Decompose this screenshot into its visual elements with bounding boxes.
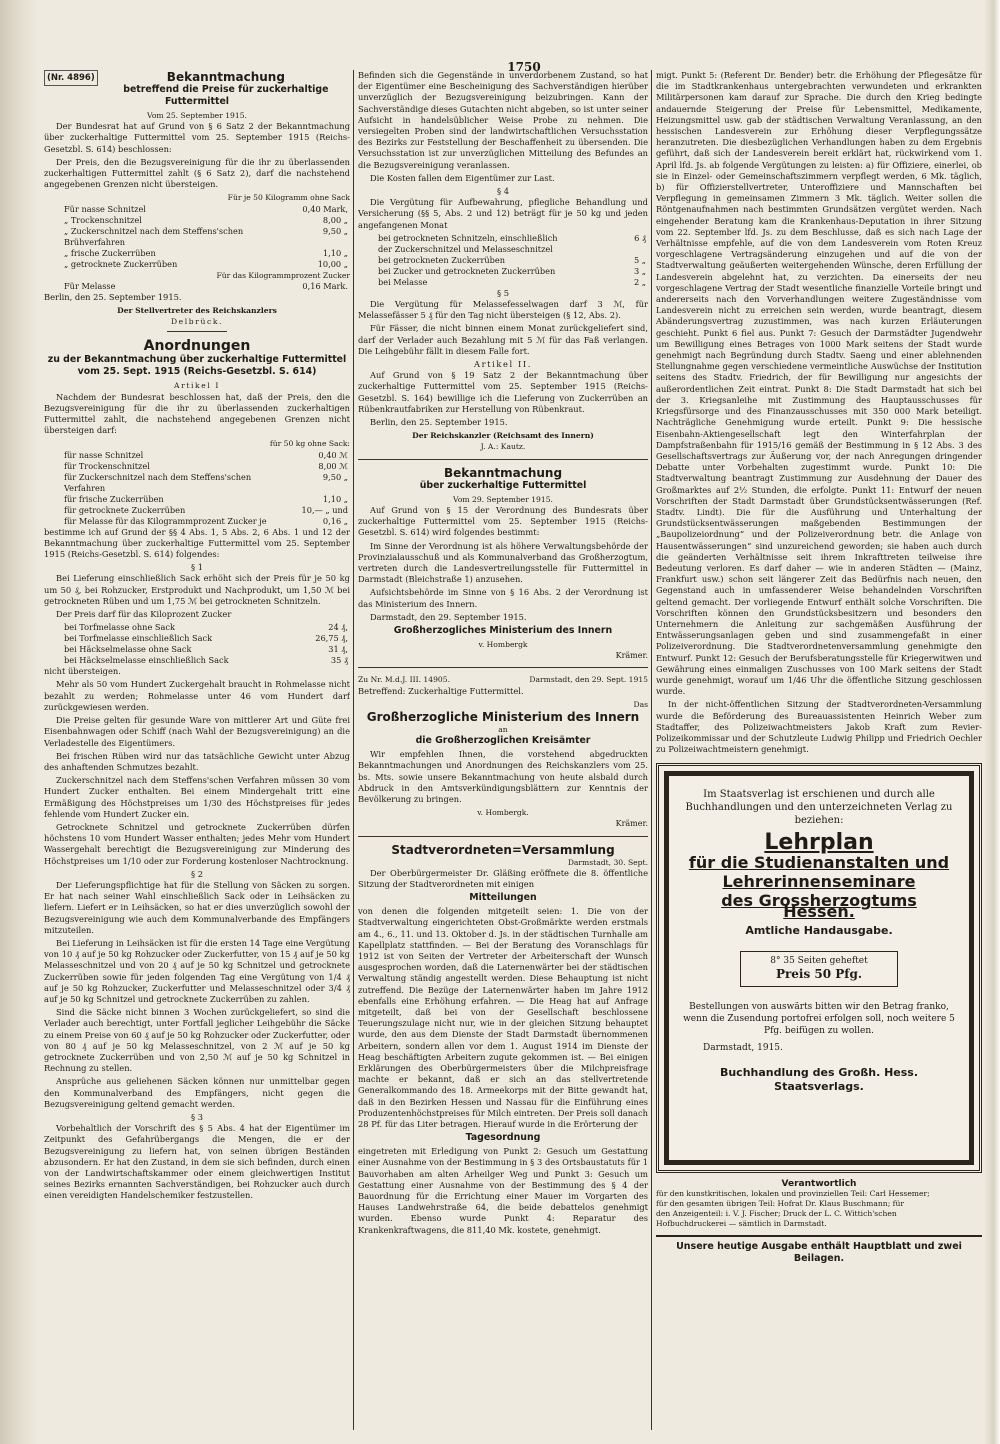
ref-number: Zu Nr. M.d.J. III. 14905.: [358, 675, 450, 685]
ad-edition: Amtliche Handausgabe.: [745, 924, 893, 938]
issue-number: (Nr. 4896): [44, 70, 98, 86]
stvv-place-date: Darmstadt, 30. Sept.: [567, 857, 648, 867]
s2-p1: Der Lieferungspflichtige hat für die Stellung von Säcken zu sorgen. Er hat nach seiner Wahl einschließlich Sack oder in Leihsäcken zu liefern. Liefert er in Leihsäcken, so hat er dies unverzüglich sowohl der Bezugsvereinigung wie auch dem Kommunalverbande des Empfängers mitzuteilen.: [44, 879, 350, 935]
stvv-p1: Der Oberbürgermeister Dr. Gläßing eröffnete die 8. öffentliche Sitzung der Stadtverordneten mit einigen: [358, 867, 648, 889]
bek1-unit-head-2: Für das Kilogrammprozent Zucker: [216, 270, 350, 280]
s1-price-table: [44, 622, 350, 666]
table-row: Für nasse Schnitzel 0,40 Mark,: [64, 203, 348, 214]
section-5-head: § 5: [496, 287, 510, 298]
s2-p4: Ansprüche aus geliehenen Säcken können nur unmittelbar gegen den Kommunalverband des Empfängers, nicht gegen die Bezugsvereinigung geltend gemacht werden.: [44, 1076, 350, 1109]
col2-signer: J. A.: Kautz.: [480, 442, 526, 452]
s1-p8: Getrocknete Schnitzel und getrocknete Zuckerrüben dürfen höchstens 10 vom Hundert Wasser enthalten; jedes Mehr vom Hundert Wassergehalt berechtigt die Bezugsvereinigung zur Minderung des Höchstpreises um 1/10 oder zur Forderung kostenloser Nachtrocknung.: [44, 821, 350, 866]
imprint-line: Hofbuchdruckerei — sämtlich in Darmstadt.: [656, 1219, 827, 1229]
page-edge: [984, 0, 1000, 1444]
table-row: für nasse Schnitzel 0,40 ℳ: [64, 449, 348, 460]
ref-ministry: Großherzogliche Ministerium des Innern: [366, 709, 640, 724]
col2-signer-title: Der Reichskanzler (Reichsamt des Innern): [412, 431, 594, 441]
bek2-title: Bekanntmachung: [443, 465, 563, 480]
imprint: [656, 1179, 982, 1229]
stvv-mitteilungen-head: Mitteilungen: [469, 892, 537, 904]
ref-signer-1: v. Hombergk.: [477, 808, 529, 818]
col3-p2: In der nicht-öffentlichen Sitzung der Stadtverordneten-Versammlung wurde die Beförderung des Bureauassistenten Heinrich Weber zum Stadtaffer, des Polizeiwachtmeisters Jakob Kraft zum Revier-Polizeikommissar und der Schutzleute Ludwig Philipp und Friedrich Oechler zu Polizeiwachtmeistern genehmigt.: [656, 699, 982, 755]
col3-p1: migt. Punkt 5: (Referent Dr. Bender) betr. die Erhöhung der Pflegesätze für die im Stadtkrankenhaus untergebrachten verwundeten und erkrankten Militärpersonen kam darauf zur Sprache. Die durch den Krieg bedingte andauernde Steigerung der Preise für Lebensmittel, Medikamente, Heizungsmittel usw. gab der städtischen Verwaltung Veranlassung, an den hessischen Landesverein zur Erhöhung dieser Verpflegungssätze heranzutreten. Die diesbezüglichen Verhandlungen haben zu dem Ergebnis geführt, daß sich der Landesverein bereit erklärt hat, rückwirkend vom 1. April lfd. Js. ab folgende Vergütungen zu leisten: a) für Offiziere, einerlei, ob sie in Einzel- oder Gemeinschaftszimmern verpflegt werden, 6 Mk. täglich, b) für Offizierstellvertreter, Unteroffiziere und Mannschaften bei Verpflegung in gemeinsamen Zimmern 3 Mk. täglich. Weiter sollen die Röntgenaufnahmen nach bestimmten Grundsätzen vergütet werden. Nach eingehender Beratung kam die Krankenhaus-Deputation in ihrer Sitzung vom 22. September lfd. Js. zu dem Beschlusse, daß es sich nach Lage der Verhältnisse empfehle, auf die von dem Landesverein vom Roten Kreuz vorgeschlagene Vertragsänderung einzugehen und auf die von der Stadtverwaltung geäußerten weitergehenden Wünsche, deren Erfüllung der Landesverein abgelehnt hat, zu verzichten. Da einerseits der neu vorgeschlagene Vertrag der Stadt wesentliche finanzielle Vorteile bringt und andererseits nach den Vorverhandlungen weitere Zugeständnisse vom Landesverein nicht zu erreichen sein werden, wurde beantragt, diesem Abänderungsvertrag zuzustimmen, was nach kurzen Erläuterungen geschieht. Punkt 6 fiel aus. Punkt 7: Gesuch der Darmstädter Jugendwehr um Bewilligung eines Betrages von 1000 Mark seitens der Stadt wurde genehmigt nach Begründung durch Stadtv. Saeng und einer ablehnenden Stellungnahme gegen verschiedene vermeintliche Auswüchse der Institution seitens des Stadtv. Friedrich, der für Bewilligung nur angesichts der außerordentlichen Zeit eintrat. Punkt 8: Die Stadt Darmstadt hat sich bei der 3. Kriegsanleihe mit Zustimmung des Hauptausschusses für Kriegsfürsorge und des Finanzausschusses mit 350 000 Mark beteiligt. Nachträgliche Genehmigung wurde erteilt. Punkt 9: Die hessische Eisenbahn-Aktiengesellschaft legt den Winterfahrplan der Dampfstraßenbahn für 1915/16 gemäß der Bestimmung in § 12 Abs. 3 des Gesellschaftsvertrags zur Äußerung vor, der nach Anregungen dringender Debatte unter Vorbehalten zugestimmt wurde. Punkt 10: Die Stadtverwaltung beantragt Zustimmung zur Ausdehnung der Dauer des Großmarktes auf 2½ Stunden, die erfolgte. Punkt 11: Entwurf der neuen Vorschriften der Stadt Darmstadt über Grundstücksentwässerungen (Ref. Stadtv. Lindt). Die für die Ausführung und Unterhaltung der Grundstücksentwässerungen maßgebenden Bestimmungen der „Baupolizeiordnung“ und der Polizeiverordnung betr. die Anlage von Hausentwässerungen“ sind unzureichend geworden; sie haben auch durch die geänderten Verhältnisse seit ihrem Inkrafttreten teilweise ihre Bedeutung verloren. Es darf daher — wie in anderen Städten — (Mainz, Frankfurt usw.) schon seit längerer Zeit das Bedürfnis nach neuen, den Gegenstand auch in umfassenderer Weise behandelnden Vorschriften geltend gemacht. Der vorliegende Entwurf enthält solche Vorschriften. Die Vorschriften können den Grundstücksbesitzern und besonders den Unternehmern die Anleitung zur sachgemäßen Ausführung der Entwässerungsanlagen geben und sind zusammengefaßt in einer Polizeiverordnung. Die Stadtverordnetenversammlung genehmigte den Entwurf. Punkt 12: Gesuch der Berufsberatungsstelle für Kriegerwitwen und Gewährung eines einmaligen Zuschusses von 100 Mark seitens der Stadt wurde genehmigt, worauf um 1/46 Uhr die öffentliche Sitzung geschlossen wurde.: [656, 70, 982, 697]
col2-cont-p1: Befinden sich die Gegenstände in unverdorbenem Zustand, so hat der Eigentümer eine Bescheinigung des Sachverständigen hierüber unverzüglich der Bezugsvereinigung beizubringen. Kann der Sachverständige dieses Gutachten nicht abgeben, so ist unter seiner Aufsicht in handelsüblicher Weise Probe zu nehmen. Die versiegelten Proben sind der landwirtschaftlichen Versuchsstation des Bezirks zur Feststellung der Beschaffenheit zu übersenden. Die Versuchsstation ist zur unverzüglichen Mitteilung des Befundes an die Bezugsvereinigung veranlassen.: [358, 70, 648, 170]
bek1-title: (Nr. 4896) Bekanntmachung: [44, 70, 350, 84]
bek2-signer-2: Krämer.: [615, 651, 648, 661]
s4-p1: Die Vergütung für Aufbewahrung, pflegliche Behandlung und Versicherung (§§ 5, Abs. 2 und 12) beträgt für je 50 kg und jeden angefangenen Monat: [358, 197, 648, 230]
bek1-place-date: Berlin, den 25. September 1915.: [44, 291, 182, 302]
bek1-melasse-table: [44, 281, 350, 292]
bek1-signer: Delbrück.: [170, 317, 224, 327]
s5-p2: Für Fässer, die nicht binnen einem Monat zurückgeliefert sind, darf der Verlader auch Bezahlung mit 5 ℳ für das Faß verlangen. Die Leihgebühr fällt in diesem Falle fort.: [358, 323, 648, 356]
ad-pages: 8° 35 Seiten geheftet: [770, 955, 868, 966]
table-row: „ frische Zuckerrüben 1,10 „: [64, 247, 348, 258]
s1-p1: Bei Lieferung einschließlich Sack erhöht sich der Preis für je 50 kg um 50 ₰, bei Rohzucker, Erstprodukt und Nachprodukt, um 1,50 ℳ bei getrockneten Rüben und um 1,75 ℳ bei getrockneten Schnitzeln.: [44, 573, 350, 606]
table-row: für Trockenschnitzel 8,00 ℳ: [64, 460, 348, 471]
stvv-p3: eingetreten mit Erledigung von Punkt 2: Gesuch um Gestattung einer Ausnahme von der Bestimmung in § 3 des Ortsbaustatuts für 1 Bauvorhaben am alten Arheilger Weg und Punkt 3: Gesuch um Gestattung einer Ausnahme von der Bestimmung des § 4 der Bauordnung für die Errichtung einer Mauer im Vorgarten des Hauses Landwehrstraße 64, die beide debattelos genehmigt wurden. Ebenso wurde Punkt 4: Reparatur des Krankenkraftwagens, die 811,40 Mk. kostete, genehmigt.: [358, 1146, 648, 1235]
table-row: für frische Zuckerrüben 1,10 „: [64, 493, 348, 504]
bek2-ministry: Großherzogliches Ministerium des Innern: [393, 624, 613, 636]
stvv-tagesordnung-head: Tagesordnung: [465, 1132, 541, 1144]
anord-unit-head: für 50 kg ohne Sack:: [269, 439, 350, 449]
section-2-head: § 2: [190, 868, 204, 879]
table-row: Für Melasse 0,16 Mark.: [64, 280, 348, 291]
section-3-head: § 3: [190, 1112, 204, 1122]
column-rule: [651, 70, 652, 1430]
ad-publisher: Buchhandlung des Großh. Hess. Staatsverlags.: [719, 1065, 919, 1093]
ref-recipient: die Großherzoglichen Kreisämter: [415, 735, 591, 747]
imprint-line: den Anzeigenteil: i. V. J. Fischer; Druck der L. C. Wittich'schen: [656, 1209, 897, 1219]
table-row: bei getrockneten Zuckerrüben 5 „: [378, 254, 646, 265]
table-row: bei Häckselmelasse ohne Sack 31 ₰,: [64, 644, 348, 655]
ref-signer-2: Krämer.: [615, 819, 648, 829]
stvv-p2: von denen die folgenden mitgeteilt seien: 1. Die von der Stadtverwaltung eingerichteten Obst-Großmärkte werden erstmals am 4., 6., 11. und 13. Oktober d. Js. in der städtischen Turnhalle am Kapellplatz stattfinden. — Bei der Beratung des Voranschlags für 1912 ist von Seiten der Vertreter der Arbeiterschaft der Wunsch ausgesprochen worden, daß die Laternenwärter bei der städtischen Verwaltung ständig angestellt werden. Diese Behauptung ist nicht zutreffend. Die Bezüge der Laternenwärter haben im Jahre 1912 ebenfalls eine Erhöhung erfahren. — Die Heag hat auf Anfrage mitgeteilt, daß bei von der Gesellschaft beschlossene Teuerungszulage nicht nur, wie in der gleichen Sitzung behauptet wurde, den aus dem Dienste der Stadt Darmstadt übernommenen Arbeitern, sondern allen vor dem 1. August 1914 im Dienste der Heag beschäftigten Arbeitern zugute gekommen ist. — Bei einigen Erklärungen des Oberbürgermeisters über die Milchpreisfrage machte er bekannt, daß er sich an das stellvertretende Generalkommando des 18. Armeekorps mit der Bitte gewandt hat, daß in den Bezirken Hessen und Nassau für die Einführung eines Produzentenhöchstpreises für Milch eintreten. Der Preis soll danach 28 Pf. für das Liter betragen. Hierauf wurde in die Erörterung der: [358, 906, 648, 1130]
stvv-title: Stadtverordneten=Versammlung: [391, 842, 615, 857]
newspaper-page: [44, 56, 984, 1436]
s4-price-table: [358, 233, 648, 288]
s1-p4: Mehr als 50 vom Hundert Zuckergehalt braucht in Rohmelasse nicht bezahlt zu werden; Rohmelasse unter 46 vom Hundert darf zurückgewiesen werden.: [44, 679, 350, 712]
anord-price-table: [44, 450, 350, 527]
column-rule: [353, 70, 354, 1430]
imprint-line: für den kunstkritischen, lokalen und provinziellen Teil: Carl Hessemer;: [656, 1189, 930, 1199]
ad-title: Lehrplan: [764, 830, 874, 856]
edition-notice: Unsere heutige Ausgabe enthält Hauptblatt und zwei Beilagen.: [656, 1235, 982, 1265]
s2-p2: Bei Lieferung in Leihsäcken ist für die ersten 14 Tage eine Vergütung von 10 ₰ auf je 50 kg Rohzucker oder Zuckerfutter, von 15 ₰ auf je 50 kg Melasseschnitzel und von 20 ₰ auf je 50 kg Schnitzel und getrocknete Zuckerrüben sowie für jeden folgenden Tag eine Vergütung von 1/4 ₰ auf je 50 kg Rohzucker, Zuckerfutter und Melasseschnitzel oder 3/4 ₰ auf je 50 kg Schnitzel und getrocknete Zuckerrüben zu zahlen.: [44, 937, 350, 1004]
anord-intro: Nachdem der Bundesrat beschlossen hat, daß der Preis, den die Bezugsvereinigung für die ihr zu überlassenden zuckerhaltigen Futtermittel zahlt, die nachstehend angegebenen Grenzen nicht übersteigen darf:: [44, 391, 350, 436]
s1-p2: Der Preis darf für das Kiloprozent Zucker: [56, 609, 232, 620]
column-1: [44, 70, 350, 1430]
ref-line: [358, 674, 648, 685]
table-row: bei Torfmelasse ohne Sack 24 ₰,: [64, 622, 348, 633]
bek1-intro: Der Bundesrat hat auf Grund von § 6 Satz 2 der Bekanntmachung über zuckerhaltige Futtermittel vom 25. September 1915 (Reichs-Gesetzbl. S. 614) beschlossen:: [44, 121, 350, 154]
table-row: bei getrockneten Schnitzeln, einschließlich der Zuckerschnitzel und Melasseschnitzel 6 ₰: [378, 232, 646, 254]
bek1-date: Vom 25. September 1915.: [147, 111, 247, 120]
advertisement-inner: [664, 771, 974, 1165]
s1-p3: nicht übersteigen.: [44, 666, 121, 677]
bek2-place-date: Darmstadt, den 29. September 1915.: [370, 611, 527, 622]
s5-p1: Die Vergütung für Melassefesselwagen darf 3 ℳ, für Melassefässer 5 ₰ für den Tag nicht übersteigen (§ 12, Abs. 2).: [358, 299, 648, 321]
imprint-line: für den gesamten übrigen Teil: Hofrat Dr. Klaus Buschmann; für: [656, 1199, 904, 1209]
col2-cont-p2: Die Kosten fallen dem Eigentümer zur Last.: [370, 172, 555, 183]
column-3: [656, 70, 982, 1430]
table-row: „ Zuckerschnitzel nach dem Steffens'schen Brühverfahren 9,50 „: [64, 225, 348, 247]
imprint-title: Verantwortlich: [781, 1179, 857, 1190]
s3-p1: Vorbehaltlich der Vorschrift des § 5 Abs. 4 hat der Eigentümer im Zeitpunkt des Gefahrübergangs die Mengen, die er der Bezugsvereinigung zu liefern hat, von seinen übrigen Beständen abzusondern. Er hat den Zustand, in dem sie sich befinden, durch einen von der Landwirtschaftskammer oder einem gleichwertigen Institut seines Bezirks ernannten Sachverständigen, bei Rohzucker auch durch einen vereidigten Handelschemiker festzustellen.: [44, 1123, 350, 1201]
anord-title: Anordnungen: [143, 338, 251, 355]
bek2-p3: Aufsichtsbehörde im Sinne von § 16 Abs. 2 der Verordnung ist das Ministerium des Innern.: [358, 587, 648, 609]
divider: [358, 836, 648, 837]
s1-p6: Bei frischen Rüben wird nur das tatsächliche Gewicht unter Abzug des anhaftenden Schmutzes bezahlt.: [44, 750, 350, 772]
table-row: bei Melasse 2 „: [378, 276, 646, 287]
ad-price: Preis 50 Pfg.: [775, 966, 863, 981]
bek2-date: Vom 29. September 1915.: [453, 494, 553, 504]
art2-p1: Auf Grund von § 19 Satz 2 der Bekanntmachung über zuckerhaltige Futtermittel vom 25. September 1915 (Reichs-Gesetzbl. S. 164) bewillige ich die Lieferung von Zuckerrüben an Rübenkrautfabriken zur Herstellung von Rübenkraut.: [358, 370, 648, 414]
ad-orders: Bestellungen von auswärts bitten wir den Betrag franko, wenn die Zusendung portofrei erfolgen soll, noch weitere 5 Pfg. beifügen zu wollen.: [683, 1001, 955, 1036]
table-row: für getrocknete Zuckerrüben 10,— „ und: [64, 504, 348, 515]
section-4-head: § 4: [496, 186, 510, 197]
ad-place: Darmstadt, 1915.: [703, 1042, 783, 1053]
table-row: „ Trockenschnitzel 8,00 „: [64, 214, 348, 225]
ad-line-1: für die Studienanstalten und: [688, 852, 950, 872]
bek1-signer-title: Der Stellvertreter des Reichskanzlers: [117, 306, 277, 316]
divider: [358, 459, 648, 460]
table-row: bei Zucker und getrockneten Zuckerrüben 3 „: [378, 265, 646, 276]
s1-p5: Die Preise gelten für gesunde Ware von mittlerer Art und Güte frei Eisenbahnwagen oder Schiff (nach Wahl der Bezugsvereinigung) an die Verladestelle des Eigentümers.: [44, 715, 350, 748]
anord-subtitle: zu der Bekanntmachung über zuckerhaltige Futtermittel vom 25. Sept. 1915 (Reichs-Gesetzbl. S. 614): [47, 354, 347, 378]
anord-artikel: Artikel I: [174, 381, 220, 391]
ref-subject: Betreffend: Zuckerhaltige Futtermittel.: [358, 685, 524, 696]
col2-place-date: Berlin, den 25. September 1915.: [370, 417, 508, 428]
table-row: für Zuckerschnitzel nach dem Steffens'schen Verfahren 9,50 „: [64, 471, 348, 493]
ad-price-box: [740, 951, 898, 987]
bek1-subtitle: betreffend die Preise für zuckerhaltige Futtermittel: [123, 84, 329, 107]
bek2-signer-1: v. Hombergk: [478, 639, 528, 649]
artikel-2-head: Artikel II.: [474, 359, 532, 370]
advertisement: [656, 763, 982, 1173]
page-number: 1750: [507, 60, 541, 74]
anord-outro: bestimme ich auf Grund der §§ 4 Abs. 1, 5 Abs. 2, 6 Abs. 1 und 12 der Bekanntmachung über zuckerhaltige Futtermittel vom 25. September 1915 (Reichs-Gesetzbl. S. 614) folgendes:: [44, 526, 350, 560]
divider: [358, 667, 648, 668]
ref-p1: Wir empfehlen Ihnen, die vorstehend abgedruckten Bekanntmachungen und Anordnungen des Reichskanzlers vom 25. bs. Mts. sowie unsere Bekanntmachung von heute alsbald durch Abdruck in den Amtsverkündigungsblättern zur Kenntnis der Bevölkerung zu bringen.: [358, 749, 648, 804]
ad-line-3: des Grossherzogtums Hessen.: [721, 891, 917, 922]
ad-line-2: Lehrerinnenseminare: [722, 871, 916, 891]
ref-an: an: [498, 724, 508, 734]
binding-gutter: [0, 0, 40, 1444]
bek1-para: Der Preis, den die Bezugsvereinigung für die ihr zu überlassenden zuckerhaltigen Futtermittel zahlt (§ 6 Satz 2), darf die nachstehend angegebenen Grenzen nicht übersteigen.: [44, 156, 350, 190]
s2-p3: Sind die Säcke nicht binnen 3 Wochen zurückgeliefert, so sind die Verlader auch berechtigt, unter Fortfall jeglicher Leihgebühr die Säcke zu einem Preise von 60 ₰ auf je 50 kg Rohzucker oder Zuckerfutter, oder von 80 ₰ auf je 50 kg Melasseschnitzel, von 2 ℳ auf je 50 kg getrocknete Zuckerrüben und von 2,50 ℳ auf je 50 kg Schnitzel in Rechnung zu stellen.: [44, 1007, 350, 1074]
ad-intro: Im Staatsverlag ist erschienen und durch alle Buchhandlungen und den unterzeichneten Verlag zu beziehen:: [685, 789, 953, 827]
table-row: „ getrocknete Zuckerrüben 10,00 „: [64, 258, 348, 269]
table-row: für Melasse für das Kilogrammprozent Zucker je 0,16 „: [64, 515, 348, 526]
ref-das: Das: [633, 699, 648, 709]
divider: [167, 331, 227, 332]
table-row: bei Torfmelasse einschließlich Sack 26,75 ₰,: [64, 633, 348, 644]
column-2: [358, 70, 648, 1430]
section-1-head: § 1: [190, 562, 204, 573]
bek1-unit-head: Für je 50 Kilogramm ohne Sack: [227, 193, 350, 203]
bek2-p2: Im Sinne der Verordnung ist als höhere Verwaltungsbehörde der Provinzialausschuß und als Kommunalverband das Großherzogtum, vertreten durch die Landesvertreilungsstelle für Futtermittel in Darmstadt (Bleichstraße 1) anzusehen.: [358, 540, 648, 585]
s1-p7: Zuckerschnitzel nach dem Steffens'schen Verfahren müssen 30 vom Hundert Zucker enthalten. Bei einem Mindergehalt tritt eine Ermäßigung des Höchstpreises um 1/30 des Höchstpreises für jedes fehlende vom Hundert Zucker ein.: [44, 775, 350, 819]
table-row: bei Häckselmelasse einschließlich Sack 35 ₰: [64, 655, 348, 666]
bek2-p1: Auf Grund von § 15 der Verordnung des Bundesrats über zuckerhaltige Futtermittel vom 25. September 1915 (Reichs-Gesetzbl. S. 614) wird folgendes bestimmt:: [358, 504, 648, 538]
bek1-price-table: [44, 204, 350, 270]
bek2-subtitle: über zuckerhaltige Futtermittel: [419, 479, 587, 491]
ref-date: Darmstadt, den 29. Sept. 1915: [529, 675, 648, 685]
